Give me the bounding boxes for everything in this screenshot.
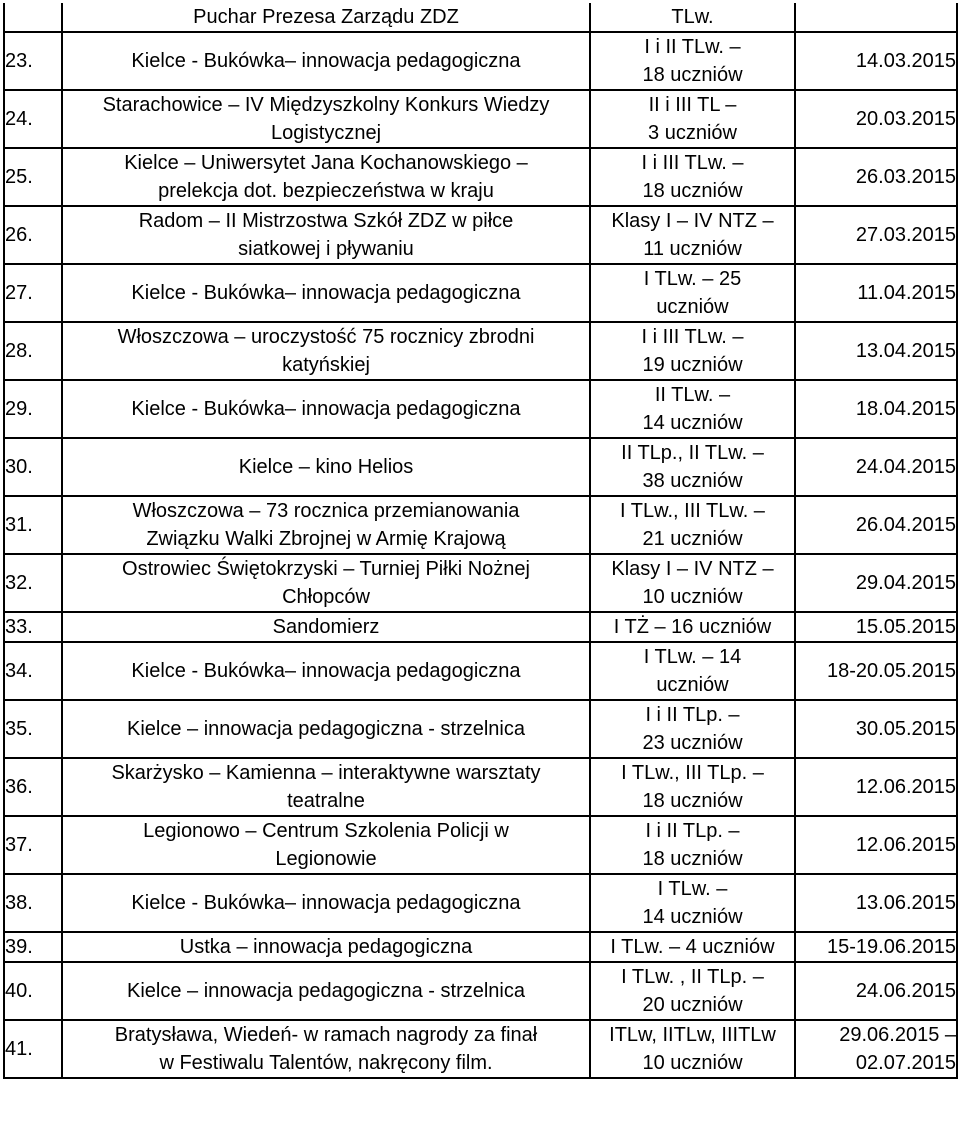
event-name-line: Legionowie <box>275 848 377 870</box>
row-number: 33. <box>4 612 62 642</box>
event-date <box>795 496 957 554</box>
event-date-line: 15-19.06.2015 <box>826 936 956 958</box>
participants <box>590 816 795 874</box>
event-date-line: 30.05.2015 <box>855 718 956 740</box>
event-date <box>795 612 957 642</box>
participants-line: I TLw. – 14 <box>643 646 742 668</box>
event-name <box>62 612 590 642</box>
participants <box>590 962 795 1020</box>
event-name-line: Kielce – innowacja pedagogiczna - strzelnica <box>126 718 525 740</box>
participants-line: I TLw., III TLp. – <box>621 762 764 784</box>
event-date <box>795 642 957 700</box>
participants <box>590 264 795 322</box>
event-name-line: Bratysława, Wiedeń- w ramach nagrody za finał <box>114 1024 538 1046</box>
participants-line: I TLw., III TLw. – <box>620 500 765 522</box>
event-date <box>795 932 957 962</box>
event-date <box>795 700 957 758</box>
event-name-line: Kielce – innowacja pedagogiczna - strzelnica <box>126 980 525 1002</box>
participants-line: 23 uczniów <box>642 732 743 754</box>
participants-line: 19 uczniów <box>642 354 743 376</box>
row-number: 25. <box>4 148 62 206</box>
event-name-line: Kielce – kino Helios <box>238 456 414 478</box>
participants-line: TLw. <box>671 6 714 28</box>
participants-line: I i II TLw. – <box>644 36 741 58</box>
event-date-line: 12.06.2015 <box>855 834 956 856</box>
row-number: 39. <box>4 932 62 962</box>
event-name <box>62 32 590 90</box>
row-number: 24. <box>4 90 62 148</box>
participants-line: 21 uczniów <box>642 528 743 550</box>
participants-line: 20 uczniów <box>642 994 743 1016</box>
event-name <box>62 642 590 700</box>
event-date-line: 14.03.2015 <box>855 50 956 72</box>
event-date-line: 29.04.2015 <box>855 572 956 594</box>
event-date-line: 18-20.05.2015 <box>826 660 956 682</box>
event-date-line: 13.06.2015 <box>855 892 956 914</box>
event-date-line: 24.06.2015 <box>855 980 956 1002</box>
event-date-line: 12.06.2015 <box>855 776 956 798</box>
participants-line: I TLw. – <box>657 878 728 900</box>
table-row <box>4 264 957 322</box>
participants-line: I TLw. – 25 <box>643 268 742 290</box>
row-number: 34. <box>4 642 62 700</box>
participants <box>590 612 795 642</box>
participants-line: uczniów <box>656 296 729 318</box>
event-name <box>62 758 590 816</box>
event-name-line: Związku Walki Zbrojnej w Armię Krajową <box>146 528 506 550</box>
event-date-line: 26.04.2015 <box>855 514 956 536</box>
event-date-line: 27.03.2015 <box>855 224 956 246</box>
event-name-line: Legionowo – Centrum Szkolenia Policji w <box>143 820 509 842</box>
event-name-line: Włoszczowa – 73 rocznica przemianowania <box>132 500 520 522</box>
row-number: 30. <box>4 438 62 496</box>
participants <box>590 1020 795 1078</box>
event-name <box>62 206 590 264</box>
row-number: 32. <box>4 554 62 612</box>
participants <box>590 322 795 380</box>
event-date-line: 15.05.2015 <box>855 616 956 638</box>
row-number: 26. <box>4 206 62 264</box>
event-date <box>795 874 957 932</box>
event-name-line: Puchar Prezesa Zarządu ZDZ <box>193 6 459 28</box>
event-name-line: katyńskiej <box>282 354 370 376</box>
row-number: 29. <box>4 380 62 438</box>
participants-line: 18 uczniów <box>642 64 743 86</box>
participants-line: I TŻ – 16 uczniów <box>613 616 772 638</box>
table-row <box>4 90 957 148</box>
participants-line: I i II TLp. – <box>645 820 740 842</box>
participants-line: Klasy I – IV NTZ – <box>611 210 774 232</box>
participants <box>590 90 795 148</box>
event-name-line: Chłopców <box>282 586 370 608</box>
table-row <box>4 612 957 642</box>
event-name <box>62 380 590 438</box>
event-name <box>62 932 590 962</box>
participants-line: 18 uczniów <box>642 790 743 812</box>
event-name-line: prelekcja dot. bezpieczeństwa w kraju <box>158 180 494 202</box>
event-date <box>795 1020 957 1078</box>
event-date <box>795 816 957 874</box>
table-row <box>4 874 957 932</box>
event-name-line: w Festiwalu Talentów, nakręcony film. <box>159 1052 493 1074</box>
participants-line: ITLw, IITLw, IIITLw <box>609 1024 776 1046</box>
event-name <box>62 816 590 874</box>
event-name <box>62 496 590 554</box>
row-number: 41. <box>4 1020 62 1078</box>
table-row <box>4 148 957 206</box>
event-name <box>62 874 590 932</box>
event-date <box>795 438 957 496</box>
table-row <box>4 554 957 612</box>
event-name <box>62 322 590 380</box>
event-name <box>62 264 590 322</box>
participants-line: I i III TLw. – <box>641 152 744 174</box>
event-date <box>795 264 957 322</box>
row-number: 38. <box>4 874 62 932</box>
table-row <box>4 380 957 438</box>
event-name-line: Ostrowiec Świętokrzyski – Turniej Piłki Nożnej <box>122 558 530 580</box>
table-row <box>4 1020 957 1078</box>
event-name-line: Sandomierz <box>272 616 380 638</box>
event-date-line: 11.04.2015 <box>857 282 956 304</box>
table-row <box>4 932 957 962</box>
table-row <box>4 322 957 380</box>
row-number: 36. <box>4 758 62 816</box>
event-name <box>62 90 590 148</box>
participants-line: I i III TLw. – <box>641 326 744 348</box>
row-number: 37. <box>4 816 62 874</box>
table-row <box>4 3 957 32</box>
participants <box>590 380 795 438</box>
participants <box>590 642 795 700</box>
event-name-line: Radom – II Mistrzostwa Szkół ZDZ w piłce <box>138 210 514 232</box>
event-name <box>62 554 590 612</box>
event-date <box>795 90 957 148</box>
event-date <box>795 380 957 438</box>
event-name-line: Logistycznej <box>270 122 382 144</box>
participants-line: 14 uczniów <box>642 906 743 928</box>
participants-line: II i III TL – <box>648 94 737 116</box>
events-table <box>3 3 958 1079</box>
participants <box>590 206 795 264</box>
event-name-line: Kielce - Bukówka– innowacja pedagogiczna <box>131 50 521 72</box>
event-date-line: 26.03.2015 <box>855 166 956 188</box>
table-row <box>4 496 957 554</box>
participants-line: II TLw. – <box>654 384 731 406</box>
event-date-line: 02.07.2015 <box>855 1052 956 1074</box>
participants-line: 3 uczniów <box>648 122 737 144</box>
table-row <box>4 816 957 874</box>
row-number <box>4 3 62 32</box>
participants <box>590 554 795 612</box>
participants-line: 18 uczniów <box>642 848 743 870</box>
event-name-line: Kielce - Bukówka– innowacja pedagogiczna <box>131 660 521 682</box>
event-name-line: Ustka – innowacja pedagogiczna <box>179 936 473 958</box>
event-name-line: siatkowej i pływaniu <box>238 238 414 260</box>
participants <box>590 148 795 206</box>
row-number: 40. <box>4 962 62 1020</box>
participants <box>590 758 795 816</box>
event-date <box>795 3 957 32</box>
table-row <box>4 438 957 496</box>
row-number: 23. <box>4 32 62 90</box>
participants-line: 14 uczniów <box>642 412 743 434</box>
participants <box>590 3 795 32</box>
participants-line: 11 uczniów <box>643 238 742 260</box>
event-name <box>62 962 590 1020</box>
row-number: 28. <box>4 322 62 380</box>
row-number: 35. <box>4 700 62 758</box>
participants-line: I TLw. , II TLp. – <box>621 966 764 988</box>
row-number: 31. <box>4 496 62 554</box>
event-date-line: 29.06.2015 – <box>839 1024 956 1046</box>
participants-line: 18 uczniów <box>642 180 743 202</box>
event-name <box>62 700 590 758</box>
event-name-line: Włoszczowa – uroczystość 75 rocznicy zbrodni <box>117 326 535 348</box>
event-date-line: 20.03.2015 <box>855 108 956 130</box>
participants-line: I i II TLp. – <box>645 704 740 726</box>
event-date <box>795 148 957 206</box>
event-name-line: Kielce - Bukówka– innowacja pedagogiczna <box>131 282 521 304</box>
participants-line: 10 uczniów <box>642 1052 743 1074</box>
event-name-line: Kielce – Uniwersytet Jana Kochanowskiego – <box>124 152 528 174</box>
event-name <box>62 1020 590 1078</box>
event-date-line: 13.04.2015 <box>855 340 956 362</box>
table-row <box>4 758 957 816</box>
event-name <box>62 438 590 496</box>
event-date <box>795 962 957 1020</box>
event-name-line: Starachowice – IV Międzyszkolny Konkurs Wiedzy <box>102 94 550 116</box>
participants-line: I TLw. – 4 uczniów <box>610 936 775 958</box>
table-row <box>4 32 957 90</box>
row-number: 27. <box>4 264 62 322</box>
event-date <box>795 554 957 612</box>
event-date <box>795 206 957 264</box>
event-date-line: 24.04.2015 <box>855 456 956 478</box>
event-date <box>795 32 957 90</box>
event-name-line: teatralne <box>287 790 365 812</box>
table-row <box>4 962 957 1020</box>
participants-line: II TLp., II TLw. – <box>621 442 764 464</box>
participants-line: Klasy I – IV NTZ – <box>611 558 774 580</box>
participants-line: uczniów <box>656 674 729 696</box>
participants-line: 38 uczniów <box>642 470 743 492</box>
table-row <box>4 642 957 700</box>
event-name <box>62 3 590 32</box>
event-name-line: Skarżysko – Kamienna – interaktywne warsztaty <box>111 762 541 784</box>
event-date-line: 18.04.2015 <box>855 398 956 420</box>
event-date <box>795 322 957 380</box>
event-date <box>795 758 957 816</box>
participants <box>590 496 795 554</box>
table-row <box>4 700 957 758</box>
event-name-line: Kielce - Bukówka– innowacja pedagogiczna <box>131 892 521 914</box>
table-row <box>4 206 957 264</box>
event-name <box>62 148 590 206</box>
participants <box>590 438 795 496</box>
participants-line: 10 uczniów <box>642 586 743 608</box>
participants <box>590 874 795 932</box>
participants <box>590 700 795 758</box>
participants <box>590 932 795 962</box>
participants <box>590 32 795 90</box>
event-name-line: Kielce - Bukówka– innowacja pedagogiczna <box>131 398 521 420</box>
